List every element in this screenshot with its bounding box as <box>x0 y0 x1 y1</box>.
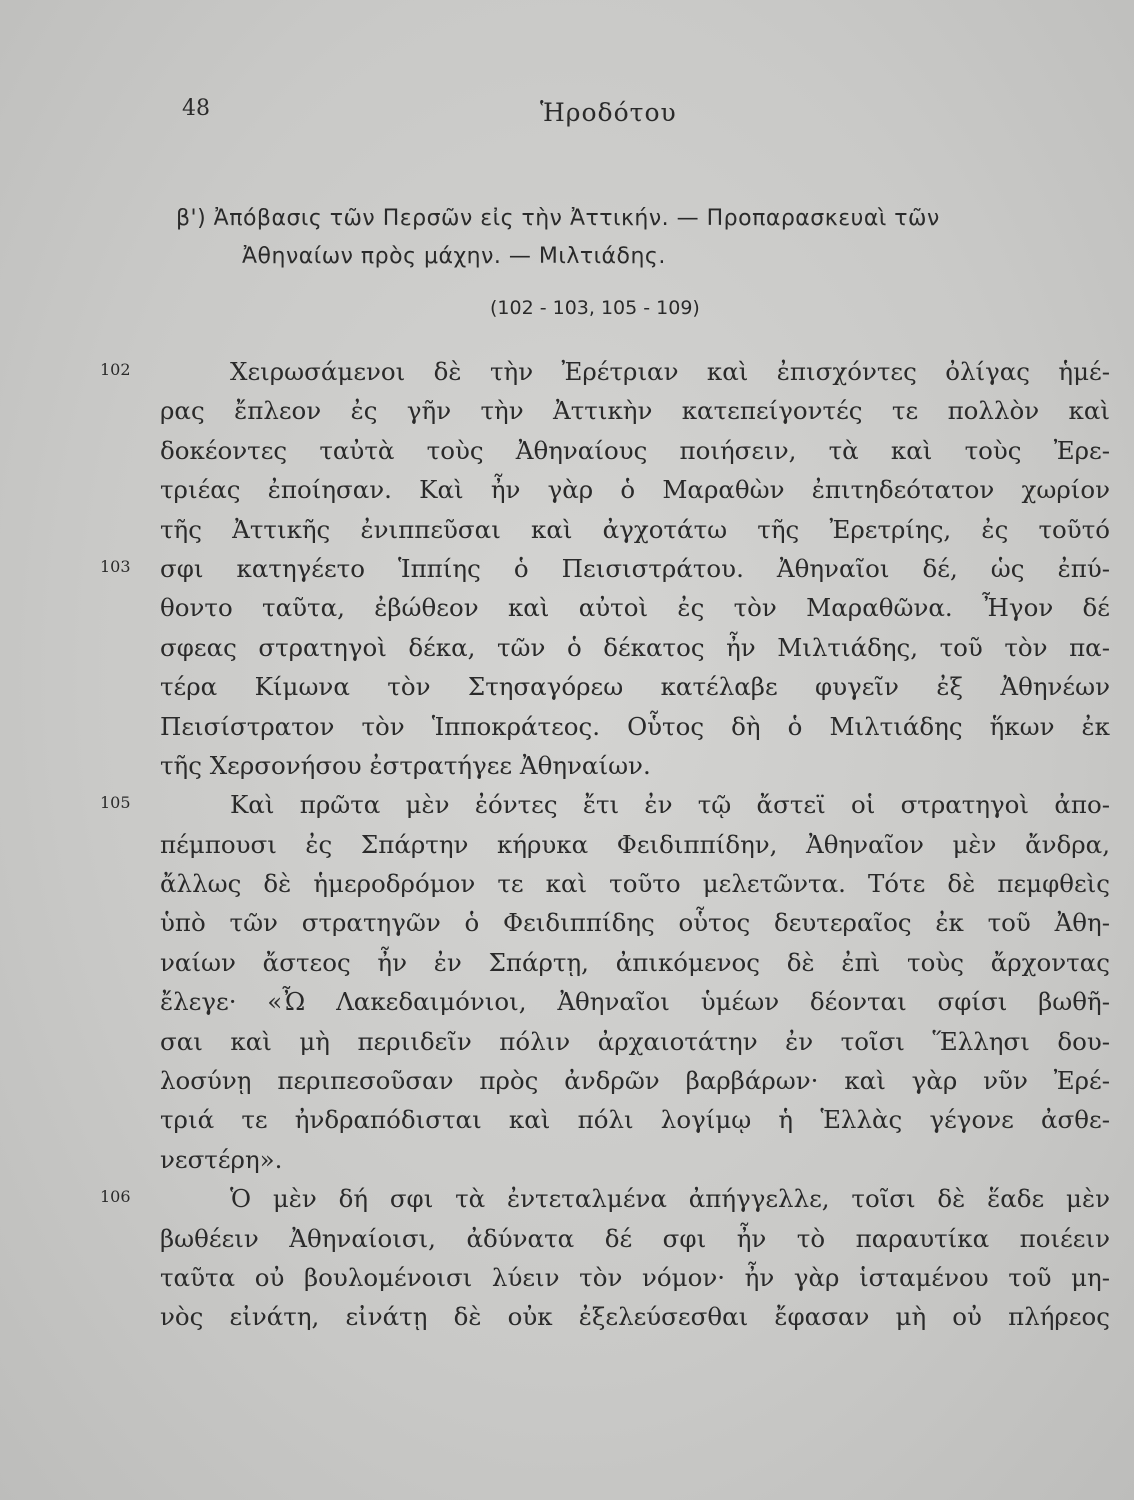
text-line: ἄλλως δὲ ἡμεροδρόμον τε καὶ τοῦτο μελετῶντα. Τότε δὲ πεμφθεὶς <box>160 869 1110 899</box>
marginal-number: 102 <box>100 360 131 379</box>
text-line: σαι καὶ μὴ περιιδεῖν πόλιν ἀρχαιοτάτην ἐν τοῖσι Ἕλλησι δου- <box>160 1026 1110 1056</box>
text-line: τριά τε ἠνδραπόδισται καὶ πόλι λογίμῳ ἡ Ἑλλὰς γέγονε ἀσθε- <box>160 1105 1110 1135</box>
section-heading-line-2: Ἀθηναίων πρὸς μάχην. — Μιλτιάδης. <box>242 244 666 269</box>
text-line: ταῦτα οὐ βουλομένοισι λύειν τὸν νόμον· ἦν γὰρ ἱσταμένου τοῦ μη- <box>160 1262 1110 1292</box>
text-line: ὑπὸ τῶν στρατηγῶν ὁ Φειδιππίδης οὗτος δευτεραῖος ἐκ τοῦ Ἀθη- <box>160 908 1110 938</box>
body-text <box>100 352 1110 1337</box>
paragraph-105 <box>100 785 1110 1179</box>
marginal-number: 103 <box>100 557 131 576</box>
text-line: σφι κατηγέετο Ἱππίης ὁ Πεισιστράτου. Ἀθηναῖοι δέ, ὡς ἐπύ- <box>160 553 1110 583</box>
text-line: Χειρωσάμενοι δὲ τὴν Ἐρέτριαν καὶ ἐπισχόντες ὀλίγας ἡμέ- <box>230 357 1110 386</box>
marginal-number: 105 <box>100 793 131 813</box>
marginal-number: 106 <box>100 1187 131 1207</box>
text-line: νεστέρη». <box>160 1144 283 1174</box>
text-line: δοκέοντες ταὐτὰ τοὺς Ἀθηναίους ποιήσειν, τὰ καὶ τοὺς Ἐρε- <box>160 435 1110 465</box>
chapter-range: (102 - 103, 105 - 109) <box>490 297 700 319</box>
text-line: τῆς Ἀττικῆς ἐνιππεῦσαι καὶ ἀγχοτάτω τῆς Ἐρετρίης, ἐς τοῦτό <box>160 514 1110 544</box>
text-line: ναίων ἄστεος ἦν ἐν Σπάρτῃ, ἀπικόμενος δὲ ἐπὶ τοὺς ἄρχοντας <box>160 947 1110 977</box>
section-heading-line-1: β') Ἀπόβασις τῶν Περσῶν εἰς τὴν Ἀττικήν. — Προπαρασκευαὶ τῶν <box>176 206 940 231</box>
text-line: ρας ἔπλεον ἐς γῆν τὴν Ἀττικὴν κατεπείγοντές τε πολλὸν καὶ <box>160 396 1110 426</box>
text-line: βωθέειν Ἀθηναίοισι, ἀδύνατα δέ σφι ἦν τὸ παραυτίκα ποιέειν <box>160 1223 1110 1253</box>
text-line: τριέας ἐποίησαν. Καὶ ἦν γὰρ ὁ Μαραθὼν ἐπιτηδεότατον χωρίον <box>160 475 1110 505</box>
text-line: σφεας στρατηγοὶ δέκα, τῶν ὁ δέκατος ἦν Μιλτιάδης, τοῦ τὸν πα- <box>160 632 1110 662</box>
text-line: Καὶ πρῶτα μὲν ἐόντες ἔτι ἐν τῷ ἄστεϊ οἱ στρατηγοὶ ἀπο- <box>230 790 1110 820</box>
text-line: Ὁ μὲν δή σφι τὰ ἐντεταλμένα ἀπήγγελλε, τοῖσι δὲ ἕαδε μὲν <box>230 1184 1110 1214</box>
text-line: λοσύνῃ περιπεσοῦσαν πρὸς ἀνδρῶν βαρβάρων· καὶ γὰρ νῦν Ἐρέ- <box>160 1066 1110 1096</box>
section-heading <box>176 200 1111 276</box>
text-line: τῆς Χερσονήσου ἐστρατήγεε Ἀθηναίων. <box>160 750 651 780</box>
text-line: νὸς εἰνάτη, εἰνάτῃ δὲ οὐκ ἐξελεύσεσθαι ἔφασαν μὴ οὐ πλήρεος <box>160 1302 1110 1332</box>
running-title: Ἡροδότου <box>540 98 677 127</box>
paragraph-106 <box>100 1179 1110 1337</box>
text-line: τέρα Κίμωνα τὸν Στησαγόρεω κατέλαβε φυγεῖν ἐξ Ἀθηνέων <box>160 672 1110 702</box>
text-line: πέμπουσι ἐς Σπάρτην κήρυκα Φειδιππίδην, Ἀθηναῖον μὲν ἄνδρα, <box>160 829 1110 859</box>
text-line: ἔλεγε· «Ὦ Λακεδαιμόνιοι, Ἀθηναῖοι ὑμέων δέονται σφίσι βωθῆ- <box>160 987 1110 1017</box>
page-number: 48 <box>182 96 210 121</box>
text-line: θοντο ταῦτα, ἐβώθεον καὶ αὐτοὶ ἐς τὸν Μαραθῶνα. Ἦγον δέ <box>160 593 1110 623</box>
paragraph-102 <box>100 352 1110 785</box>
text-line: Πεισίστρατον τὸν Ἱπποκράτεος. Οὗτος δὴ ὁ Μιλτιάδης ἥκων ἐκ <box>160 711 1110 741</box>
